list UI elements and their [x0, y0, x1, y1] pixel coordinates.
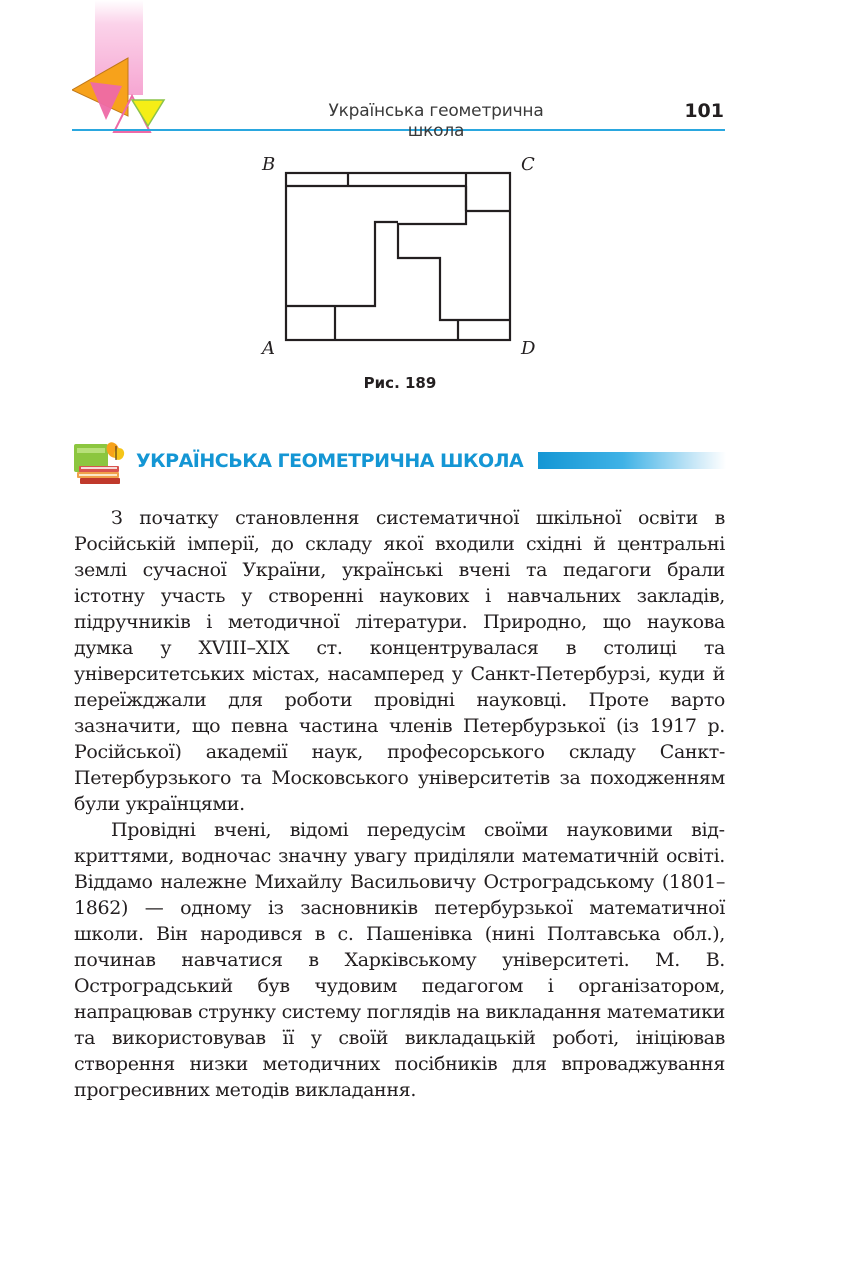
section-title-bar [538, 452, 726, 469]
books-butterfly-icon [73, 440, 125, 486]
body-text [74, 505, 725, 1103]
dissection-diagram [250, 148, 550, 378]
body-paragraph-1: З початку становлення систематичної шкільної освіти в Російській імперії, до складу якої входили східні й центральні землі сучасної України, українські вчені та педагоги брали істотну участь у створенні наукових і навчальних закладів, підручників і методичної літератури. Природно, що наукова думка у XVIII–XIX ст. концентрувалася в столиці та університетських містах, насамперед у Санкт-Петербурзі, куди й переїжджали для роботи провідні науковці. Проте варто зазначити, що певна частина членів Петербурзької (із 1917 р. Російської) академії наук, професорського складу Санкт-Петербурзького та Московського університетів за походженням були українцями. [74, 507, 725, 815]
body-paragraph-2: Провідні вчені, відомі передусім своїми науковими відкриттями, водночас значну увагу приділяли математичній освіті. Віддамо належне Михайлу Васильовичу Остроградському (1801–1862) — одному із засновників петербурзької математичної школи. Він народився в с. Пашенівка (нині Полтавська обл.), починав навчатися в Харківському університеті. М. В. Остроградський був чудовим педагогом і організатором, напрацював струнку систему поглядів на викладання математики та використовував її у своїй викладацькій роботі, ініціював створення низки методичних посібників для впроваджування прогресивних методів викладання. [74, 819, 725, 1101]
section-title: УКРАЇНСЬКА ГЕОМЕТРИЧНА ШКОЛА [136, 450, 524, 472]
point-label-d: D [521, 338, 536, 359]
triangles-logo-icon [72, 56, 168, 134]
running-title: Українська геометрична школа [328, 101, 544, 141]
left-step-line [286, 222, 398, 306]
page-number: 101 [684, 100, 724, 122]
point-label-a: A [262, 338, 275, 359]
figure-rectangle-dissection [250, 148, 550, 378]
figure-caption: Рис. 189 [363, 374, 437, 392]
point-label-b: B [262, 154, 276, 175]
middle-step-line [398, 186, 510, 320]
point-label-c: C [521, 154, 535, 175]
